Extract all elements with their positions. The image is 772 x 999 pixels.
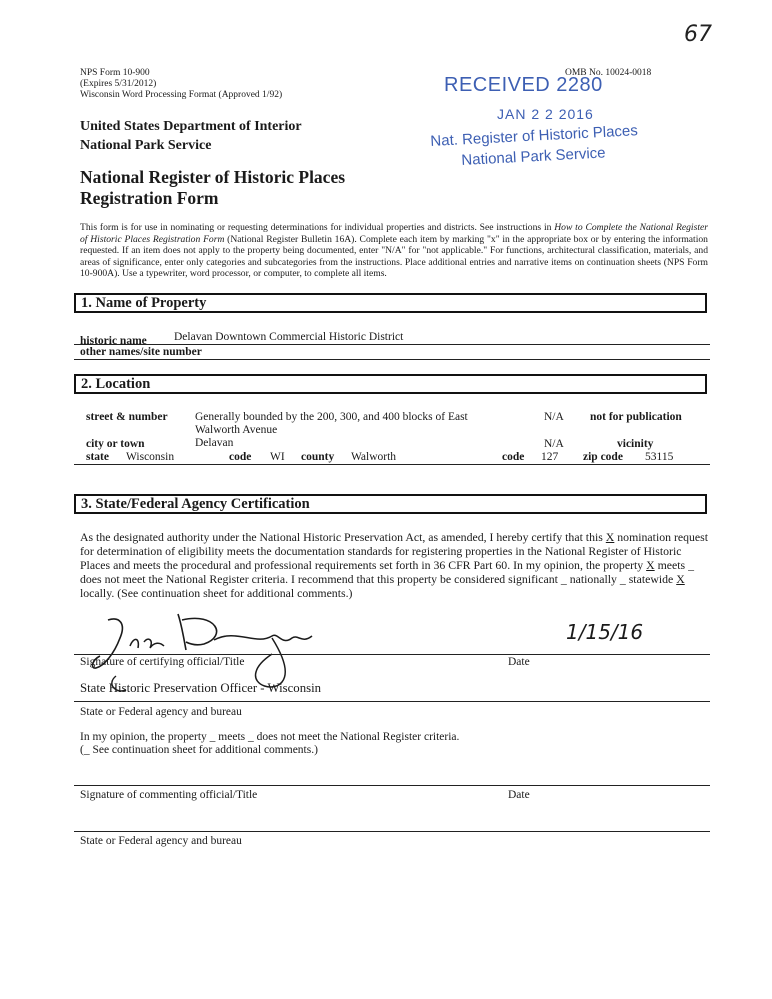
form-title-line2: Registration Form xyxy=(80,188,219,208)
not-for-publication-label: not for publication xyxy=(590,411,682,423)
zip-label: zip code xyxy=(583,451,623,463)
nomination-mark[interactable]: X xyxy=(605,530,615,544)
signature-date-handwritten: 1/15/16 xyxy=(566,620,644,644)
divider xyxy=(74,359,710,360)
divider xyxy=(74,831,710,832)
historic-name-label: historic name xyxy=(80,335,147,347)
form-format: Wisconsin Word Processing Format (Approved 1/92) xyxy=(80,90,283,100)
section-2-heading: 2. Location xyxy=(74,374,707,394)
form-number: NPS Form 10-900 xyxy=(80,68,150,78)
section-1-heading: 1. Name of Property xyxy=(74,293,707,313)
street-number-value[interactable] xyxy=(195,411,468,437)
street-line-2: Walworth Avenue xyxy=(195,424,278,436)
certification-text-b: nomination request for determination of eligibility meets the documentation standards for registering properties in the National Register of Historic Places and meets the procedural and professional requirements set forth in 36 CFR Part 60. In my opinion, the property xyxy=(80,530,709,572)
meets-mark[interactable]: X xyxy=(646,558,655,572)
instructions-bulletin-title: How to Complete the National Register of Historic Places Registration Form xyxy=(80,222,708,245)
divider xyxy=(74,344,710,345)
opinion-line-2: (_ See continuation sheet for additional comments.) xyxy=(80,744,318,756)
certification-paragraph xyxy=(80,530,710,600)
agency-bureau-label: State or Federal agency and bureau xyxy=(80,706,242,718)
opinion-block xyxy=(80,731,459,757)
street-number-label: street & number xyxy=(86,411,168,423)
certification-text-d: locally. (See continuation sheet for additional comments.) xyxy=(80,586,353,600)
signature-label: Signature of certifying official/Title xyxy=(80,656,245,668)
other-names-label: other names/site number xyxy=(80,346,202,358)
instructions-paragraph xyxy=(80,222,708,280)
form-title-line1: National Register of Historic Places xyxy=(80,167,346,187)
official-title-value[interactable]: State Historic Preservation Officer - Wisconsin xyxy=(80,681,322,695)
date-label: Date xyxy=(508,656,530,668)
street-line-1: Generally bounded by the 200, 300, and 400 blocks of East xyxy=(195,411,468,423)
divider xyxy=(74,701,710,702)
vicinity-label: vicinity xyxy=(617,438,654,450)
state-code-value[interactable]: WI xyxy=(270,451,285,463)
comment-signature-label: Signature of commenting official/Title xyxy=(80,789,258,801)
state-label: state xyxy=(86,451,109,463)
form-header xyxy=(80,68,282,101)
agency-bureau-label-2: State or Federal agency and bureau xyxy=(80,835,242,847)
historic-name-value[interactable]: Delavan Downtown Commercial Historic District xyxy=(174,331,404,343)
stamp-agency-line2: National Park Service xyxy=(461,144,606,169)
certification-text-a: As the designated authority under the National Historic Preservation Act, as amended, I hereby certify that this xyxy=(80,530,606,544)
city-label: city or town xyxy=(86,438,145,450)
stamp-agency-line1: Nat. Register of Historic Places xyxy=(430,122,639,150)
city-na: N/A xyxy=(544,438,564,450)
instructions-text-a: This form is for use in nominating or requesting determinations for individual properties and districts. See instructions in xyxy=(80,222,555,233)
opinion-line-1: In my opinion, the property _ meets _ does not meet the National Register criteria. xyxy=(80,731,460,743)
department-line1: United States Department of Interior xyxy=(80,119,302,134)
county-code-label: code xyxy=(502,451,525,463)
received-date-stamp: JAN 2 2 2016 xyxy=(497,106,594,122)
locally-mark[interactable]: X xyxy=(676,572,685,586)
form-expires: (Expires 5/31/2012) xyxy=(80,79,157,89)
signature-line xyxy=(74,654,710,655)
county-value[interactable]: Walworth xyxy=(351,451,397,463)
state-value[interactable]: Wisconsin xyxy=(126,451,175,463)
street-na: N/A xyxy=(544,411,564,423)
comment-date-label: Date xyxy=(508,789,530,801)
city-value[interactable]: Delavan xyxy=(195,437,234,449)
state-code-label: code xyxy=(229,451,252,463)
department-line2: National Park Service xyxy=(80,138,212,153)
zip-value[interactable]: 53115 xyxy=(645,451,674,463)
received-stamp: RECEIVED 2280 xyxy=(444,74,603,96)
divider xyxy=(74,464,710,465)
section-3-heading: 3. State/Federal Agency Certification xyxy=(74,494,707,514)
omb-number: OMB No. 10024-0018 xyxy=(565,68,652,78)
county-code-value[interactable]: 127 xyxy=(541,451,559,463)
county-label: county xyxy=(301,451,335,463)
comment-signature-line xyxy=(74,785,710,786)
department-heading xyxy=(80,117,302,155)
page-number: 67 xyxy=(684,22,712,47)
certification-text-c: meets _ does not meet the National Register criteria. I recommend that this property be considered significant _ nationally _ statewide xyxy=(80,558,694,586)
form-title xyxy=(80,167,345,209)
instructions-text-b: (National Register Bulletin 16A). Complete each item by marking "x" in the appropriate box or by entering the information requested. If an item does not apply to the property being documented, enter "N/A" for "not applicable." For functions, architectural classification, materials, and areas of significance, enter only categories and subcategories from the instructions. Place additional entries and narrative items on continuation sheets (NPS Form 10-900A). Use a typewriter, word processor, or computer, to complete all items. xyxy=(80,233,708,280)
